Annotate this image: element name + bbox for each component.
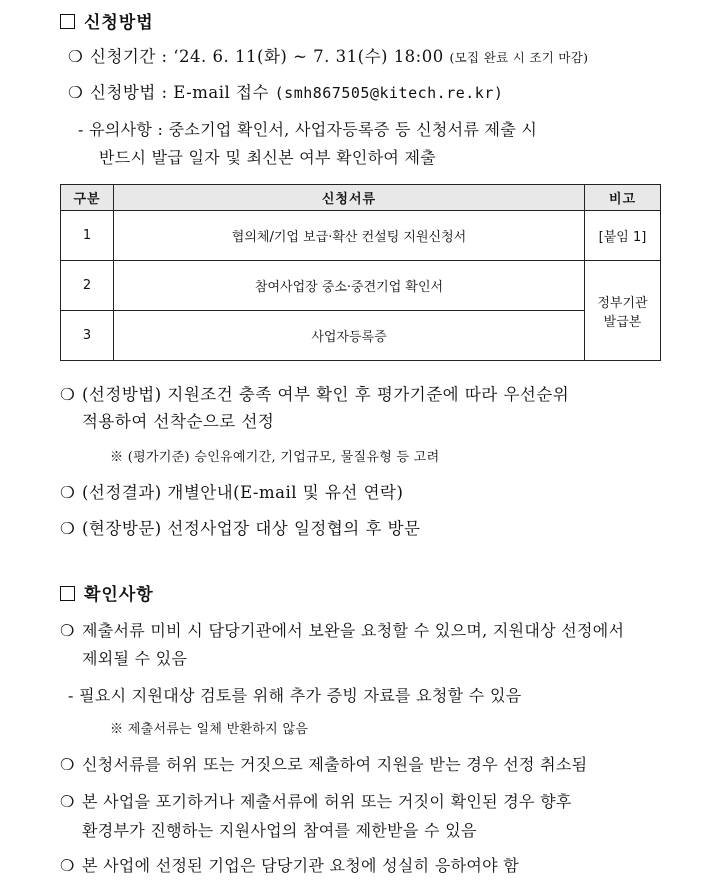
row-number: 3 xyxy=(61,311,114,361)
col-header-document: 신청서류 xyxy=(114,185,585,211)
application-method xyxy=(68,79,503,103)
merged-remark-line-1: 정부기관 xyxy=(597,295,648,311)
circle-bullet-icon: ❍ xyxy=(60,856,75,875)
item-3-line-2: 환경부가 진행하는 지원사업의 참여를 제한받을 수 있음 xyxy=(82,821,477,840)
no-return-note: ※ 제출서류는 일체 반환하지 않음 xyxy=(110,722,309,737)
table-row xyxy=(61,261,661,311)
row-remark: [붙임 1] xyxy=(585,211,661,261)
section-heading-confirmation: 확인사항 xyxy=(60,580,154,605)
circle-bullet-icon: ❍ xyxy=(60,621,75,640)
additional-evidence-request: - 필요시 지원대상 검토를 위해 추가 증빙 자료를 요청할 수 있음 xyxy=(68,686,522,705)
table-header-row xyxy=(61,185,661,211)
caution-line-1: - 유의사항 : 중소기업 확인서, 사업자등록증 등 신청서류 제출 시 xyxy=(78,120,538,139)
item-1-line-1: 제출서류 미비 시 담당기관에서 보완을 요청할 수 있으며, 지원대상 선정에서 xyxy=(82,621,625,640)
period-note: (모집 완료 시 조기 마감) xyxy=(449,50,589,65)
confirmation-item-3 xyxy=(60,789,572,812)
application-period xyxy=(68,43,588,67)
checkbox-square-icon xyxy=(60,14,75,29)
circle-bullet-icon: ❍ xyxy=(60,755,75,774)
col-header-remark: 비고 xyxy=(585,185,661,211)
selection-method-line-2: 적용하여 선착순으로 선정 xyxy=(82,412,275,431)
item-4-text: 본 사업에 선정된 기업은 담당기관 요청에 성실히 응하여야 함 xyxy=(82,856,519,875)
item-1-line-2: 제외될 수 있음 xyxy=(82,649,188,668)
site-visit xyxy=(60,515,421,539)
table-row xyxy=(61,311,661,361)
col-header-category: 구분 xyxy=(61,185,114,211)
circle-bullet-icon: ❍ xyxy=(60,519,76,538)
item-2-text: 신청서류를 허위 또는 거짓으로 제출하여 지원을 받는 경우 선정 취소됨 xyxy=(82,755,588,774)
row-number: 2 xyxy=(61,261,114,311)
confirmation-item-4 xyxy=(60,853,519,876)
circle-bullet-icon: ❍ xyxy=(60,792,75,811)
method-text: 신청방법 : E-mail 접수 xyxy=(90,83,275,102)
selection-method xyxy=(60,381,569,405)
contact-email: (smh867505@kitech.re.kr) xyxy=(274,84,504,102)
checkbox-square-icon xyxy=(60,586,75,601)
merged-remark xyxy=(585,261,661,361)
selection-method-line-1: (선정방법) 지원조건 충족 여부 확인 후 평가기준에 따라 우선순위 xyxy=(82,385,570,404)
row-document: 참여사업장 중소·중견기업 확인서 xyxy=(114,261,585,311)
selection-result-text: (선정결과) 개별안내(E-mail 및 유선 연락) xyxy=(82,483,404,502)
circle-bullet-icon: ❍ xyxy=(68,47,84,66)
confirmation-item-1 xyxy=(60,618,624,641)
period-text: 신청기간 : ‘24. 6. 11(화) ~ 7. 31(수) 18:00 xyxy=(90,47,444,66)
row-document: 협의체/기업 보급·확산 컨설팅 지원신청서 xyxy=(114,211,585,261)
caution-line-2: 반드시 발급 일자 및 최신본 여부 확인하여 제출 xyxy=(99,148,437,167)
circle-bullet-icon: ❍ xyxy=(60,385,76,404)
circle-bullet-icon: ❍ xyxy=(68,83,84,102)
circle-bullet-icon: ❍ xyxy=(60,483,76,502)
confirmation-item-2 xyxy=(60,752,587,775)
site-visit-text: (현장방문) 선정사업장 대상 일정협의 후 방문 xyxy=(82,519,421,538)
row-document: 사업자등록증 xyxy=(114,311,585,361)
table-row xyxy=(61,211,661,261)
section-heading-application: 신청방법 xyxy=(60,8,154,33)
item-3-line-1: 본 사업을 포기하거나 제출서류에 허위 또는 거짓이 확인된 경우 향후 xyxy=(82,792,572,811)
required-documents-table xyxy=(60,184,661,361)
selection-result xyxy=(60,479,403,503)
evaluation-criteria-note: ※ (평가기준) 승인유예기간, 기업규모, 물질유형 등 고려 xyxy=(110,450,440,465)
merged-remark-line-2: 발급본 xyxy=(603,314,642,330)
row-number: 1 xyxy=(61,211,114,261)
